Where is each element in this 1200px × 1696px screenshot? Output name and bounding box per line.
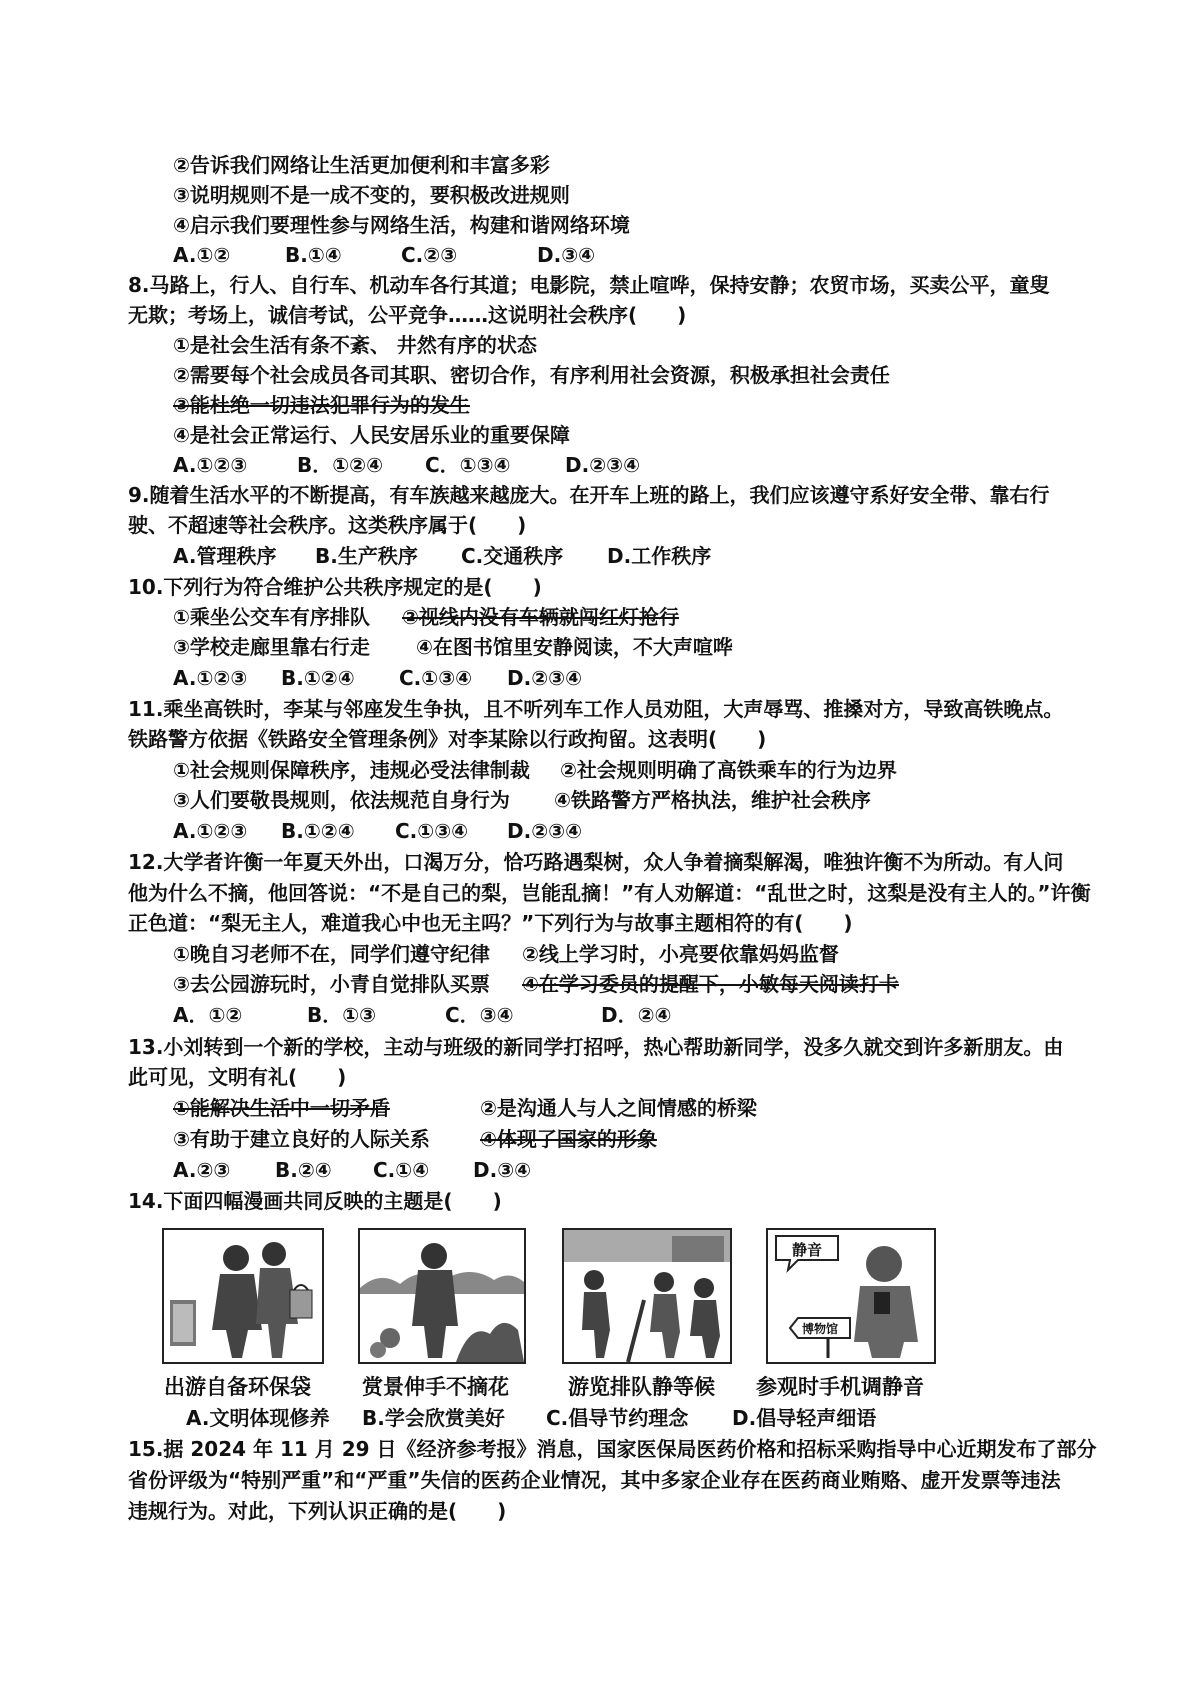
q13-option-1: ①能解决生活中一切矛盾 [173, 1096, 390, 1120]
q10-answer-d: D.②③④ [507, 666, 582, 690]
comic-museum [766, 1228, 936, 1364]
q12-answer-a: A．①② [173, 1003, 243, 1027]
q14-answer-c: C.倡导节约理念 [546, 1406, 689, 1430]
q12-option-1: ①晚自习老师不在，同学们遵守纪律 [173, 942, 490, 966]
q13-stem-line-2: 此可见，文明有礼( ) [128, 1065, 347, 1089]
q7-option-4: ④启示我们要理性参与网络生活，构建和谐网络环境 [173, 213, 630, 237]
q10-answer-b: B.①②④ [281, 666, 355, 690]
q11-stem-line-1: 11.乘坐高铁时，李某与邻座发生争执，且不听列车工作人员劝阻，大声辱骂、推搡对方，导致高铁晚点。 [128, 697, 1064, 721]
q10-option-2: ②视线内没有车辆就闯红灯抢行 [402, 605, 679, 629]
comic-eco-bag [162, 1228, 324, 1364]
comic-queue [562, 1228, 732, 1364]
q7-option-3: ③说明规则不是一成不变的，要积极改进规则 [173, 183, 570, 207]
q11-answer-a: A.①②③ [173, 819, 248, 843]
q15-stem-line-2: 省份评级为“特别严重”和“严重”失信的医药企业情况，其中多家企业存在医药商业贿赂、虚开发票等违法 [128, 1468, 1061, 1492]
comic-flowers [358, 1228, 526, 1364]
q13-answer-d: D.③④ [473, 1158, 532, 1182]
q8-option-3: ③能杜绝一切违法犯罪行为的发生 [173, 393, 470, 417]
q11-option-1: ①社会规则保障秩序，违规必受法律制裁 [173, 758, 530, 782]
q8-option-2: ②需要每个社会成员各司其职、密切合作，有序利用社会资源，积极承担社会责任 [173, 363, 890, 387]
q14-answer-a: A.文明体现修养 [186, 1406, 330, 1430]
q9-answer-c: C.交通秩序 [461, 544, 564, 568]
q11-option-4: ④铁路警方严格执法，维护社会秩序 [554, 788, 871, 812]
caption-museum: 参观时手机调静音 [756, 1375, 924, 1399]
q12-option-3: ③去公园游玩时，小青自觉排队买票 [173, 972, 490, 996]
q11-option-2: ②社会规则明确了高铁乘车的行为边界 [560, 758, 897, 782]
q7-answer-c: C.②③ [401, 243, 458, 267]
q10-answer-a: A.①②③ [173, 666, 248, 690]
sign-museum: 博物馆 [802, 1322, 839, 1336]
q8-answer-c: C．①③④ [425, 453, 511, 477]
q13-answer-b: B.②④ [275, 1158, 332, 1182]
q13-answer-a: A.②③ [173, 1158, 231, 1182]
sign-quiet: 静音 [792, 1241, 823, 1259]
q11-answer-d: D.②③④ [507, 819, 582, 843]
q10-option-1: ①乘坐公交车有序排队 [173, 605, 370, 629]
q12-option-4: ④在学习委员的提醒下，小敏每天阅读打卡 [522, 972, 899, 996]
q13-stem-line-1: 13.小刘转到一个新的学校，主动与班级的新同学打招呼，热心帮助新同学，没多久就交到许多新朋友。由 [128, 1035, 1064, 1059]
q10-stem: 10.下列行为符合维护公共秩序规定的是( ) [128, 575, 542, 599]
q11-stem-line-2: 铁路警方依据《铁路安全管理条例》对李某除以行政拘留。这表明( ) [128, 727, 767, 751]
q11-answer-b: B.①②④ [281, 819, 355, 843]
q7-answer-d: D.③④ [537, 243, 596, 267]
q14-stem: 14.下面四幅漫画共同反映的主题是( ) [128, 1189, 502, 1213]
q11-option-3: ③人们要敬畏规则，依法规范自身行为 [173, 788, 510, 812]
q12-stem-line-2: 他为什么不摘，他回答说：“不是自己的梨，岂能乱摘！”有人劝解道：“乱世之时，这梨是没有主人的。”许衡 [128, 881, 1091, 905]
q10-answer-c: C.①③④ [399, 666, 473, 690]
caption-eco-bag: 出游自备环保袋 [164, 1375, 311, 1399]
q13-option-4: ④体现了国家的形象 [480, 1127, 657, 1151]
q8-stem-line-2: 无欺；考场上，诚信考试，公平竞争……这说明社会秩序( ) [128, 303, 687, 327]
q7-answer-a: A.①② [173, 243, 231, 267]
q12-stem-line-1: 12.大学者许衡一年夏天外出，口渴万分，恰巧路遇梨树，众人争着摘梨解渴，唯独许衡不为所动。有人问 [128, 850, 1064, 874]
q13-answer-c: C.①④ [373, 1158, 430, 1182]
q13-option-2: ②是沟通人与人之间情感的桥梁 [480, 1096, 757, 1120]
q15-stem-line-1: 15.据 2024 年 11 月 29 日《经济参考报》消息，国家医保局医药价格和招标采购指导中心近期发布了部分 [128, 1437, 1097, 1461]
q10-option-4: ④在图书馆里安静阅读，不大声喧哗 [416, 635, 733, 659]
q9-answer-b: B.生产秩序 [315, 544, 418, 568]
comic-museum-drawing [768, 1230, 934, 1362]
q14-answer-d: D.倡导轻声细语 [732, 1406, 877, 1430]
q12-stem-line-3: 正色道：“梨无主人，难道我心中也无主吗？”下列行为与故事主题相符的有( ) [128, 911, 853, 935]
q8-answer-d: D.②③④ [565, 453, 640, 477]
q8-stem-line-1: 8.马路上，行人、自行车、机动车各行其道；电影院，禁止喧哗，保持安静；农贸市场，买卖公平，童叟 [128, 273, 1050, 297]
q9-stem-line-2: 驶、不超速等社会秩序。这类秩序属于( ) [128, 513, 527, 537]
q8-option-1: ①是社会生活有条不紊、 井然有序的状态 [173, 333, 537, 357]
q8-answer-b: B．①②④ [297, 453, 384, 477]
q13-option-3: ③有助于建立良好的人际关系 [173, 1127, 430, 1151]
q7-answer-b: B.①④ [285, 243, 342, 267]
q11-answer-c: C.①③④ [395, 819, 469, 843]
comic-flowers-drawing [360, 1230, 524, 1362]
q9-answer-d: D.工作秩序 [607, 544, 712, 568]
q12-answer-d: D．②④ [601, 1003, 672, 1027]
caption-queue: 游览排队静等候 [568, 1375, 715, 1399]
q12-answer-c: C．③④ [445, 1003, 514, 1027]
comic-queue-drawing [564, 1230, 730, 1362]
q9-stem-line-1: 9.随着生活水平的不断提高，有车族越来越庞大。在开车上班的路上，我们应该遵守系好安全带、靠右行 [128, 483, 1050, 507]
q12-answer-b: B．①③ [307, 1003, 377, 1027]
q7-option-2: ②告诉我们网络让生活更加便利和丰富多彩 [173, 153, 550, 177]
q9-answer-a: A.管理秩序 [173, 544, 277, 568]
caption-flowers: 赏景伸手不摘花 [362, 1375, 509, 1399]
q12-option-2: ②线上学习时，小亮要依靠妈妈监督 [522, 942, 839, 966]
q8-option-4: ④是社会正常运行、人民安居乐业的重要保障 [173, 423, 570, 447]
q8-answer-a: A.①②③ [173, 453, 248, 477]
q14-answer-b: B.学会欣赏美好 [362, 1406, 505, 1430]
q10-option-3: ③学校走廊里靠右行走 [173, 635, 370, 659]
q15-stem-line-3: 违规行为。对此，下列认识正确的是( ) [128, 1499, 507, 1523]
comic-eco-bag-drawing [164, 1230, 322, 1362]
